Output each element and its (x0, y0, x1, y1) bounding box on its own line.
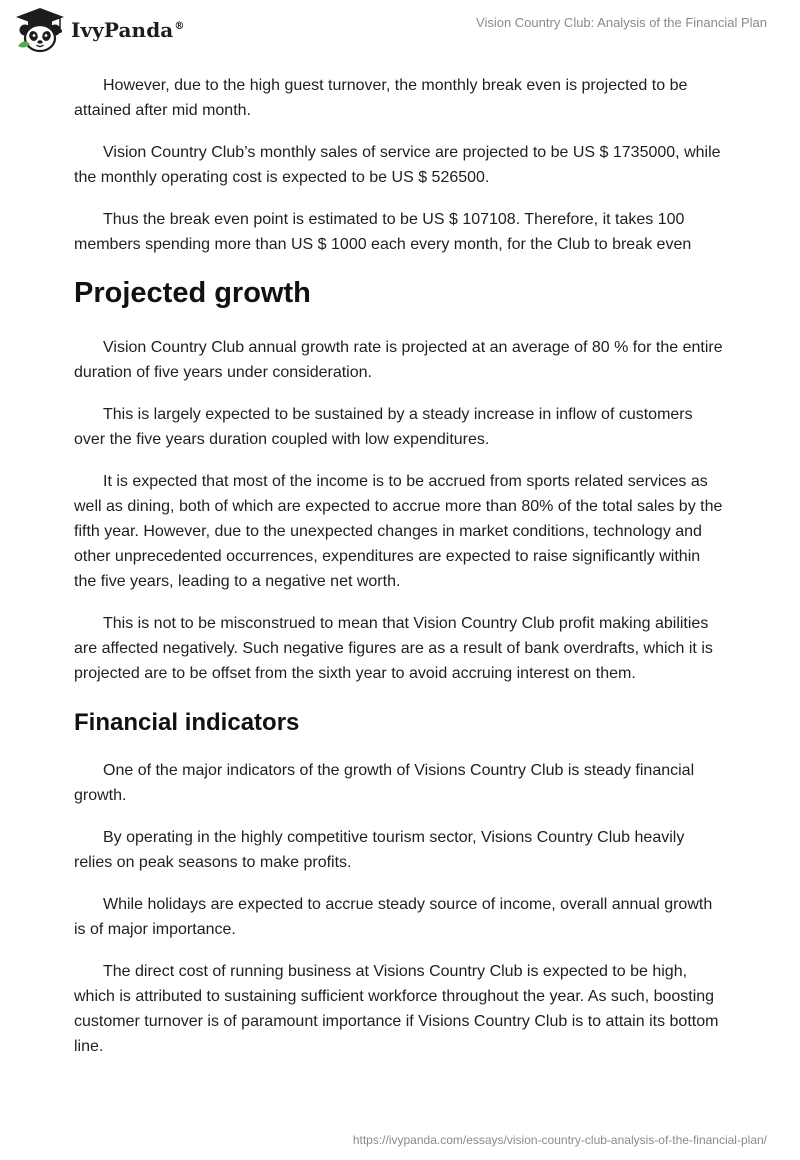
paragraph: However, due to the high guest turnover, the monthly break even is projected to be attained after mid month. (74, 77, 688, 119)
article-body (74, 73, 724, 1076)
paragraph: By operating in the highly competitive tourism sector, Visions Country Club heavily relies on peak seasons to make profits. (74, 829, 685, 871)
panda-graduate-icon (14, 6, 66, 54)
paragraph: Vision Country Club annual growth rate is projected at an average of 80 % for the entire duration of five years under consideration. (74, 339, 723, 381)
paragraph: The direct cost of running business at Visions Country Club is expected to be high, which is attributed to sustaining sufficient workforce throughout the year. As such, boosting customer turnover is of paramount importance if Visions Country Club is to attain its bottom line. (74, 963, 719, 1055)
section-heading-projected-growth: Projected growth (74, 277, 311, 309)
brand-name: IvyPanda® (71, 18, 185, 42)
page-header (0, 0, 800, 62)
paragraph: Vision Country Club’s monthly sales of service are projected to be US $ 1735000, while the monthly operating cost is expected to be US $ 526500. (74, 144, 721, 186)
registered-mark: ® (174, 21, 185, 33)
paragraph: While holidays are expected to accrue steady source of income, overall annual growth is of major importance. (74, 896, 713, 938)
paragraph: Thus the break even point is estimated to be US $ 107108. Therefore, it takes 100 members spending more than US $ 1000 each every month, for the Club to break even (74, 211, 692, 253)
paragraph: This is not to be misconstrued to mean that Vision Country Club profit making abilities are affected negatively. Such negative figures are as a result of bank overdrafts, which it is projected are to be offset from the sixth year to avoid accruing interest on them. (74, 615, 713, 682)
paragraph: One of the major indicators of the growth of Visions Country Club is steady financial growth. (74, 762, 695, 804)
brand-logo[interactable] (14, 6, 184, 54)
section-heading-financial-indicators: Financial indicators (74, 709, 300, 736)
paragraph: It is expected that most of the income is to be accrued from sports related services as well as dining, both of which are expected to accrue more than 80% of the total sales by the fifth year. However, due to the unexpected changes in market conditions, technology and other unprecedented occurrences, expenditures are expected to raise significantly within the five years, leading to a negative net worth. (74, 473, 723, 590)
source-url[interactable]: https://ivypanda.com/essays/vision-country-club-analysis-of-the-financial-plan/ (352, 1133, 767, 1147)
document-title: Vision Country Club: Analysis of the Financial Plan (476, 15, 767, 30)
paragraph: This is largely expected to be sustained by a steady increase in inflow of customers over the five years duration coupled with low expenditures. (74, 406, 693, 448)
